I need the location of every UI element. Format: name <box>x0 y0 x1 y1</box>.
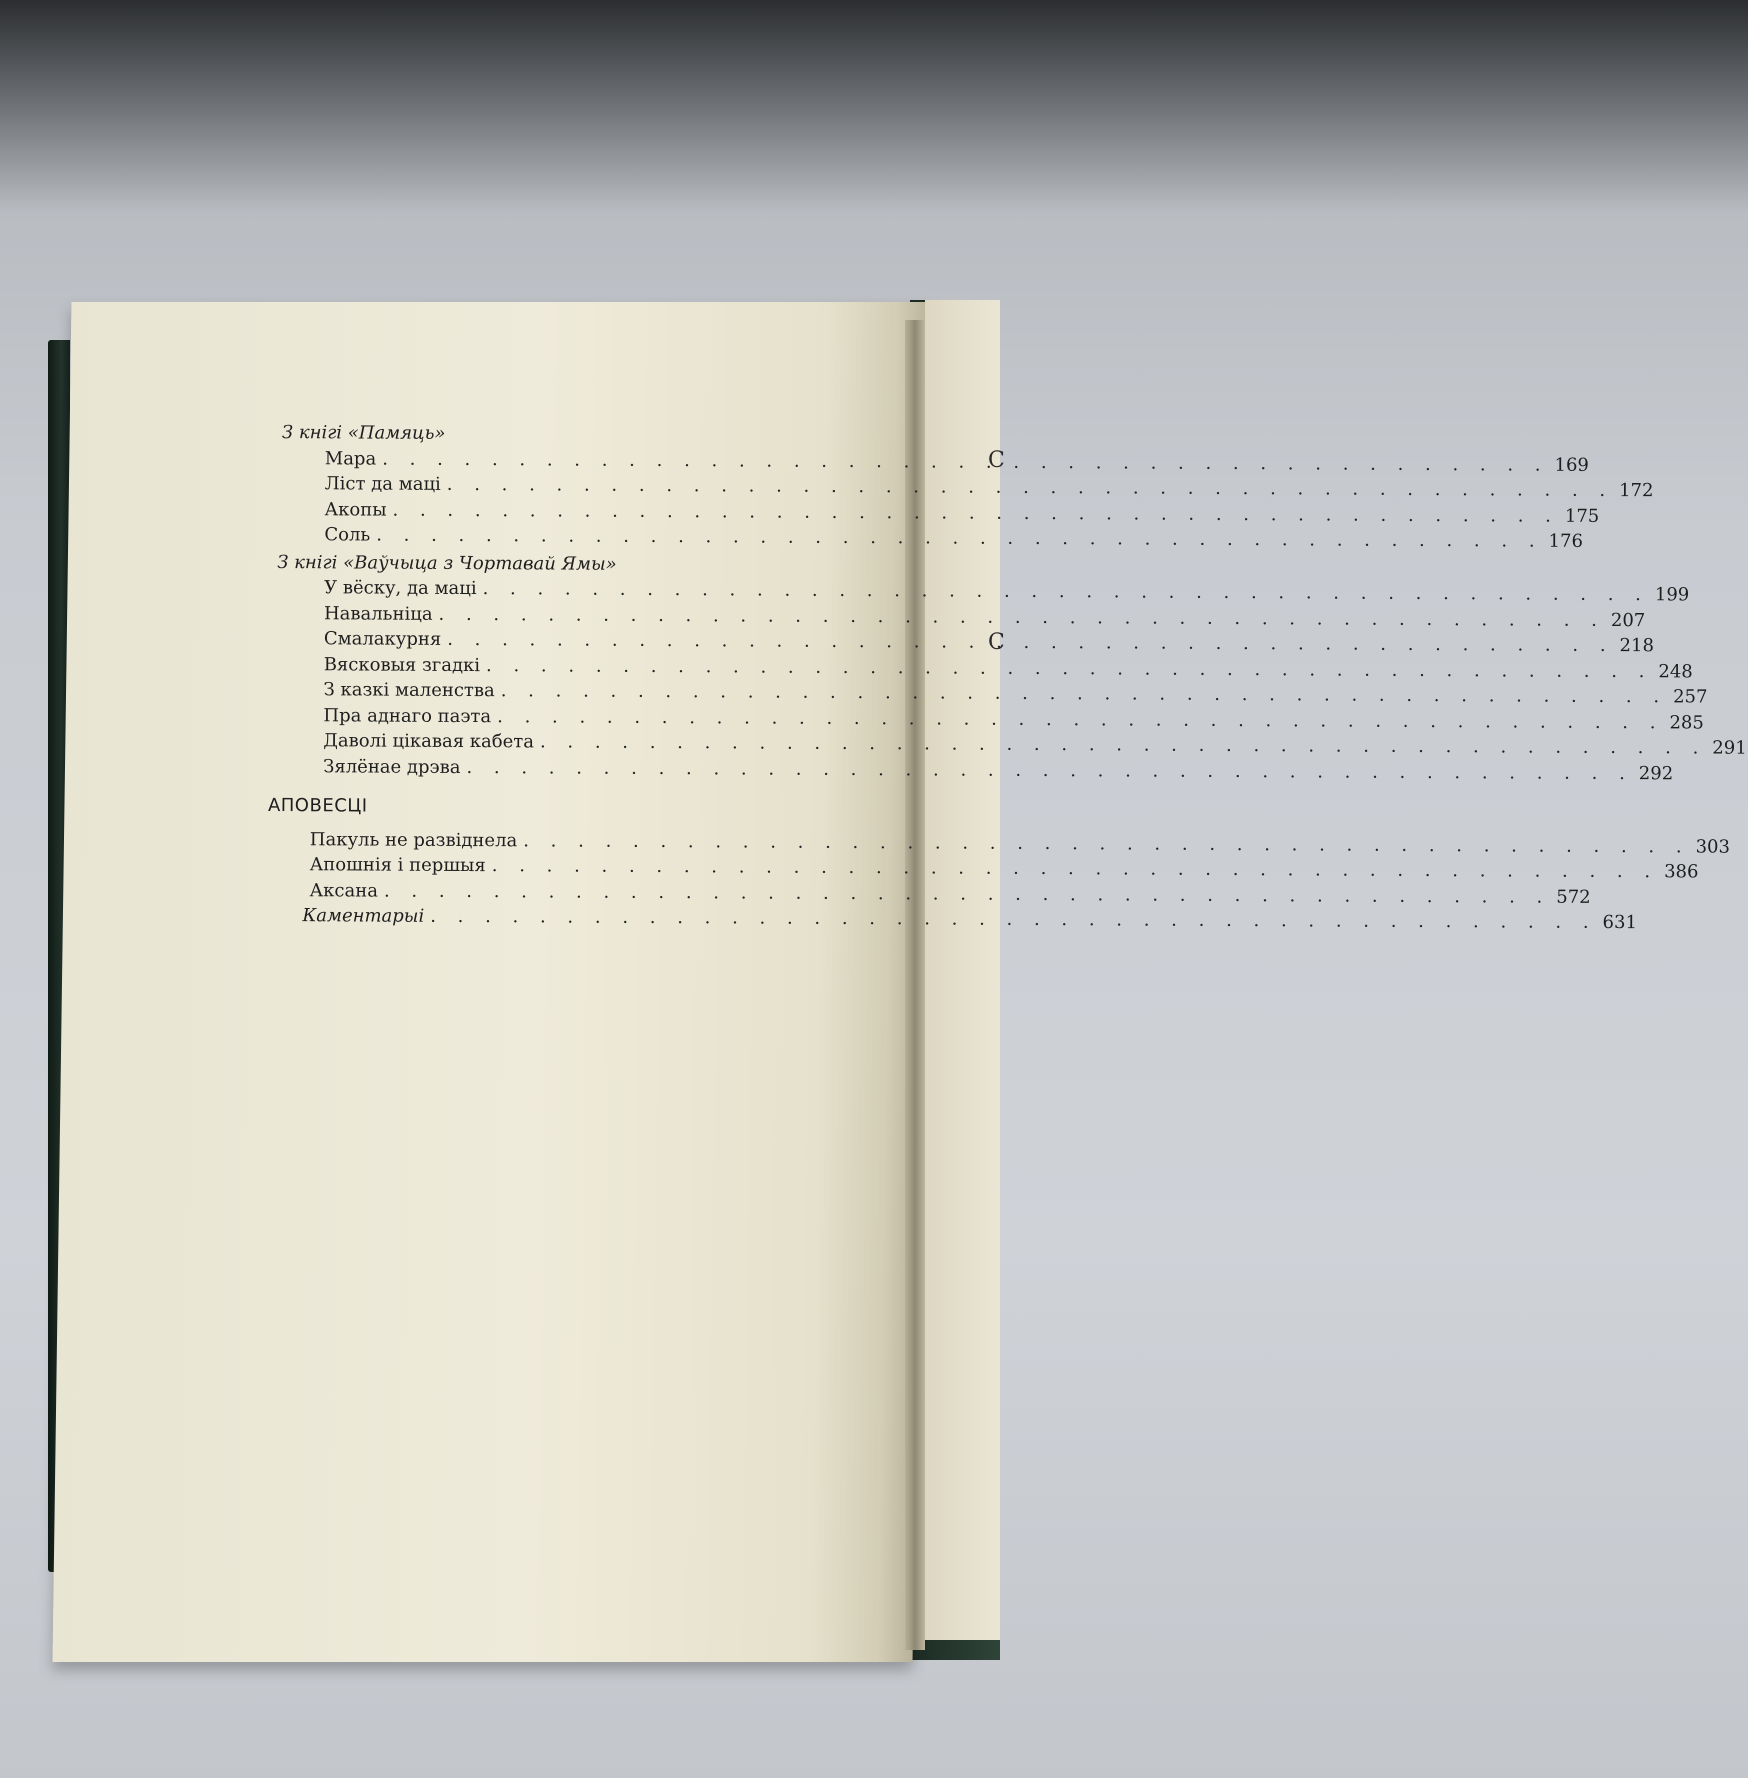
section-heading: З кнігі «Памяць» <box>281 422 446 444</box>
toc-entry-page: 172 <box>1619 480 1654 502</box>
toc-entry-page: 291 <box>1712 737 1747 759</box>
toc-entry-page: 207 <box>1610 609 1646 631</box>
leader-dots <box>370 523 1542 555</box>
toc-entry-title: Апошнія і першыя <box>309 854 486 877</box>
toc-entry-page: 175 <box>1564 505 1600 527</box>
toc-entry-title: Каментарыі <box>302 905 425 927</box>
toc-entry-title: Зялёнае дрэва <box>323 755 461 778</box>
toc-entry-page: 386 <box>1664 861 1699 883</box>
toc-entry-title: Вясковыя згадкі <box>323 653 481 676</box>
toc-entry-title: У вёску, да маці <box>324 577 477 600</box>
right-page-letter: С <box>988 448 1005 473</box>
toc-entry-page: 257 <box>1673 686 1708 708</box>
toc-entry-page: 572 <box>1556 886 1591 908</box>
toc-entry-title: Навальніца <box>323 602 433 625</box>
toc-entry-title: З казкі маленства <box>323 679 495 702</box>
part-heading: АПОВЕСЦІ <box>267 794 368 817</box>
toc-entry-title: Ліст да маці <box>324 473 441 495</box>
toc-entry <box>324 497 1600 527</box>
toc-entry-page: 285 <box>1669 711 1704 734</box>
toc-entry <box>324 471 1654 502</box>
toc-entry-page: 218 <box>1619 635 1654 657</box>
toc-entry <box>323 728 1747 759</box>
toc-entry-title: Аксана <box>309 879 379 902</box>
toc-entry-title: Пакуль не развіднела <box>309 828 518 851</box>
toc-entry-page: 631 <box>1602 911 1637 934</box>
leader-dots <box>460 755 1632 787</box>
toc-entry-title: Смалакурня <box>323 628 442 650</box>
toc-entry <box>323 677 1708 708</box>
toc-entry-title: Соль <box>324 524 371 546</box>
toc-entry <box>323 601 1646 631</box>
toc-entry <box>323 652 1693 682</box>
toc-entry <box>302 903 1637 934</box>
toc-entry-title: Даволі цікавая кабета <box>323 730 535 753</box>
toc-entry-page: 199 <box>1654 584 1690 606</box>
toc-entry-page: 248 <box>1658 660 1693 682</box>
right-page-letter: С <box>988 630 1005 655</box>
toc-entry-title: Акопы <box>324 498 387 521</box>
toc-entry <box>309 852 1699 883</box>
toc-entry-page: 303 <box>1695 835 1731 858</box>
toc-entry-page: 169 <box>1554 454 1589 476</box>
toc-entry <box>309 878 1591 908</box>
toc-entry <box>324 522 1583 552</box>
toc-entry-title: Пра аднаго паэта <box>323 704 492 727</box>
toc-entry-page: 176 <box>1548 530 1583 552</box>
section-heading: З кнігі «Ваўчыца з Чортавай Ямы» <box>277 551 617 575</box>
toc-entry <box>323 703 1704 734</box>
toc-entry <box>323 626 1654 657</box>
toc-entry <box>324 575 1690 606</box>
table-of-contents <box>267 420 1747 934</box>
toc-entry-page: 292 <box>1638 762 1674 784</box>
toc-entry <box>309 827 1731 858</box>
toc-entry <box>323 754 1674 784</box>
toc-entry-title: Мара <box>324 447 377 470</box>
toc-entry <box>324 446 1589 476</box>
